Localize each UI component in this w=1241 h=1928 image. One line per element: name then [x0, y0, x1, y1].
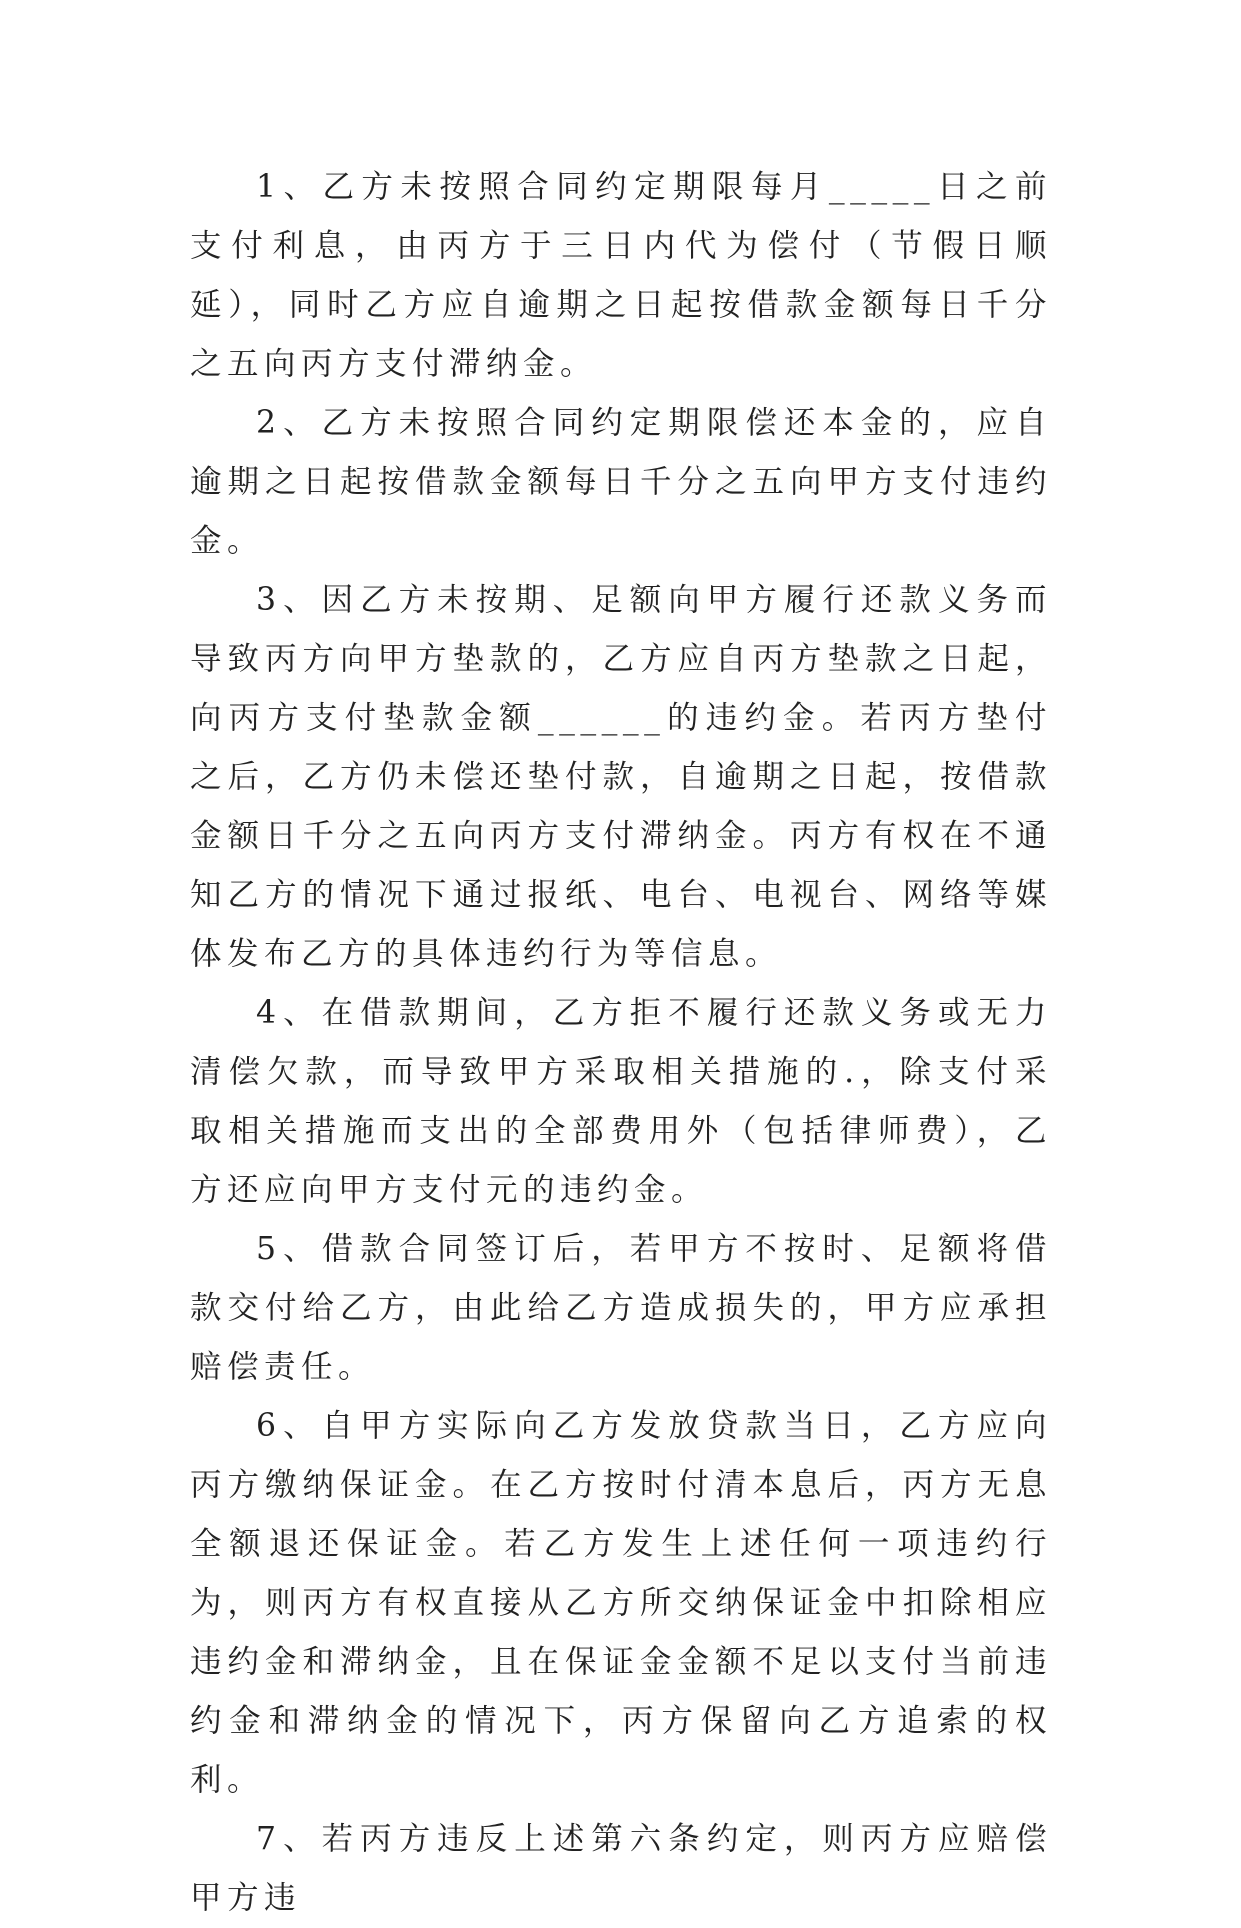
clause-5-paragraph: 5、借款合同签订后，若甲方不按时、足额将借款交付给乙方，由此给乙方造成损失的，甲方应承担赔偿责任。 [190, 1231, 1052, 1385]
clause-3-paragraph: 3、因乙方未按期、足额向甲方履行还款义务而导致丙方向甲方垫款的，乙方应自丙方垫款之日起，向丙方支付垫款金额______的违约金。若丙方垫付之后，乙方仍未偿还垫付款，自逾期之日起，按借款金额日千分之五向丙方支付滞纳金。丙方有权在不通知乙方的情况下通过报纸、电台、电视台、网络等媒体发布乙方的具体违约行为等信息。 [190, 582, 1052, 972]
clause-1-paragraph: 1、乙方未按照合同约定期限每月_____日之前支付利息，由丙方于三日内代为偿付（节假日顺延），同时乙方应自逾期之日起按借款金额每日千分之五向丙方支付滞纳金。 [190, 169, 1052, 382]
clause-4-paragraph: 4、在借款期间，乙方拒不履行还款义务或无力清偿欠款，而导致甲方采取相关措施的.，除支付采取相关措施而支出的全部费用外（包括律师费），乙方还应向甲方支付元的违约金。 [190, 995, 1052, 1208]
document-body [190, 158, 1052, 1928]
clause-2-paragraph: 2、乙方未按照合同约定期限偿还本金的，应自逾期之日起按借款金额每日千分之五向甲方支付违约金。 [190, 405, 1052, 559]
clause-7-paragraph: 7、若丙方违反上述第六条约定，则丙方应赔偿甲方违 [190, 1821, 1052, 1916]
clause-6-paragraph: 6、自甲方实际向乙方发放贷款当日，乙方应向丙方缴纳保证金。在乙方按时付清本息后，丙方无息全额退还保证金。若乙方发生上述任何一项违约行为，则丙方有权直接从乙方所交纳保证金中扣除相应违约金和滞纳金，且在保证金金额不足以支付当前违约金和滞纳金的情况下，丙方保留向乙方追索的权利。 [190, 1408, 1052, 1798]
